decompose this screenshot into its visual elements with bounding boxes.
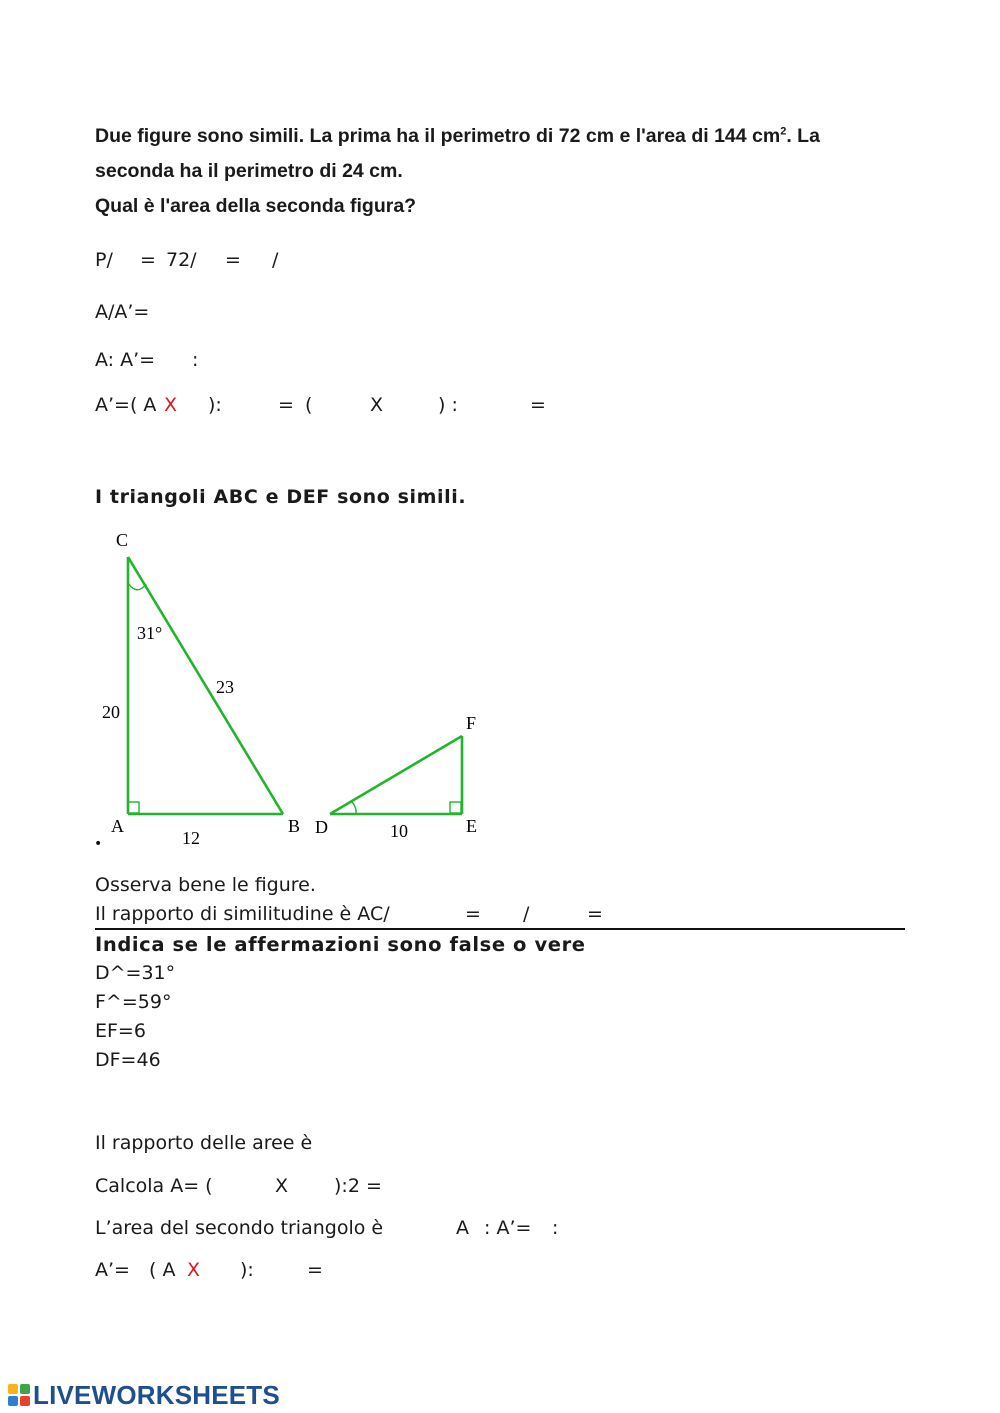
problem1-question: Qual è l'area della seconda figura? [95,195,417,217]
second-area-ratio: : A’= [484,1217,532,1239]
angle-c-label: 31° [137,623,163,643]
eq1-equals2: = [225,249,241,271]
logo-blocks-icon [8,1384,30,1406]
eq3-a: A: A’= [95,349,156,371]
eq1-equals1: = [140,249,156,271]
superscript-2: 2 [780,125,787,138]
logo-text: LIVEWORKSHEETS [33,1379,280,1410]
problem1-text-line2: seconda ha il perimetro di 24 cm. [95,160,403,182]
ratio-equals2: = [587,903,603,925]
vertex-b-label: B [288,816,301,836]
ratio-slash: / [523,903,530,925]
area-ratio-text: Il rapporto delle aree è [95,1132,313,1154]
logo-block-2 [20,1384,30,1394]
side-ab-label: 12 [182,828,200,848]
triangle-def [330,736,462,814]
second-area-colon: : [552,1217,559,1239]
bullet-dot: • [94,836,103,852]
vertex-a-label: A [111,816,124,836]
statement-2: F^=59° [95,991,172,1013]
eq2-area-ratio: A/A’= [95,301,150,323]
eq3-colon: : [192,349,199,371]
side-bc-label: 23 [216,677,234,697]
calc-end: ):2 = [334,1175,382,1197]
side-df-line [330,736,462,814]
divider-line [95,928,905,930]
eq4-c: = [278,394,294,416]
final-d: = [307,1259,323,1281]
final-c: ): [240,1259,254,1281]
logo-block-1 [8,1384,18,1394]
final-b: ( A [149,1259,176,1281]
vertex-e-label: E [466,816,477,836]
right-angle-e-mark [450,802,461,813]
angle-d-arc [352,802,356,814]
liveworksheets-logo[interactable] [8,1381,280,1409]
second-area-a: A [456,1217,469,1239]
eq4-d: ( [305,394,313,416]
second-area-text: L’area del secondo triangolo è [95,1217,384,1239]
eq4-e: X [370,394,384,416]
statement-1: D^=31° [95,962,176,984]
logo-block-4 [20,1396,30,1406]
eq4-a: A’=( A [95,394,157,416]
eq1-slash: / [272,249,279,271]
observe-text: Osserva bene le figure. [95,874,316,896]
ratio-equals1: = [465,903,481,925]
triangles-heading: I triangoli ABC e DEF sono simili. [95,486,467,508]
calc-x: X [275,1175,289,1197]
statement-4: DF=46 [95,1049,161,1071]
final-a: A’= [95,1259,130,1281]
right-angle-a-mark [128,802,139,813]
side-de-label: 10 [390,821,408,841]
statement-3: EF=6 [95,1020,146,1042]
eq1-72: 72/ [166,249,197,271]
final-red-x: X [187,1259,201,1281]
logo-block-3 [8,1396,18,1406]
angle-marks [128,583,461,814]
problem1-text-line1: Due figure sono simili. La prima ha il perimetro di 72 cm e l'area di 144 $cm^2$. La [95,125,820,147]
eq4-g: = [530,394,546,416]
calc-a: Calcola A= ( [95,1175,213,1197]
vertex-f-label: F [466,713,477,733]
vertex-d-label: D [315,817,328,837]
triangle-abc [128,557,283,814]
ratio-text: Il rapporto di similitudine è AC/ [95,903,390,925]
vertex-c-label: C [116,530,129,550]
eq4-red-x: X [164,394,178,416]
eq4-b: ): [208,394,222,416]
eq1-p: P/ [95,249,113,271]
true-false-heading: Indica se le affermazioni sono false o vere [95,933,586,956]
side-bc-line [128,557,283,814]
side-ac-label: 20 [102,702,120,722]
eq4-f: ) : [438,394,458,416]
